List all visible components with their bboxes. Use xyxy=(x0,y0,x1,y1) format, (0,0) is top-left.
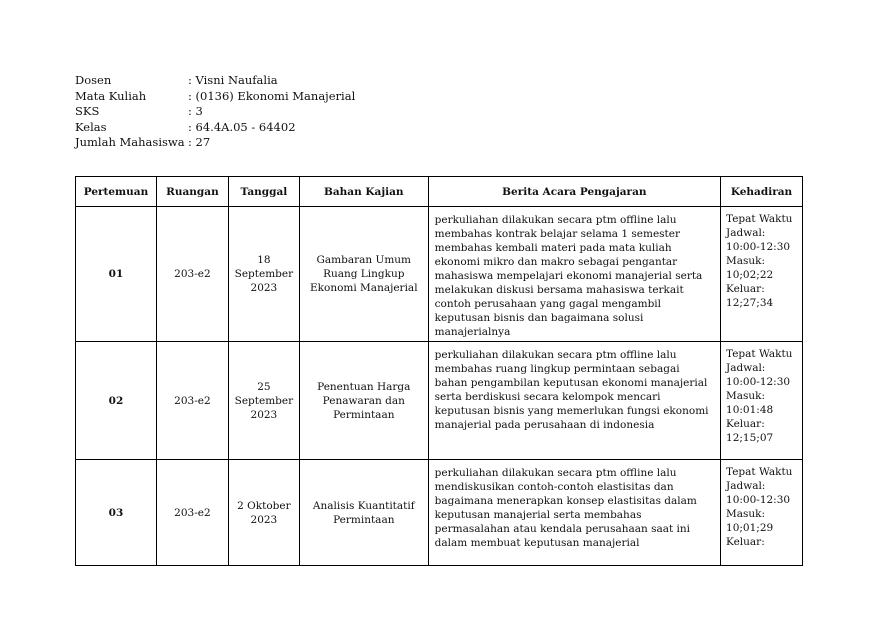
info-label: Kelas xyxy=(75,119,107,134)
kehadiran-keluar-label: Keluar: xyxy=(726,283,765,295)
cell-tanggal: 25 September 2023 xyxy=(228,342,299,460)
course-info xyxy=(75,73,355,151)
kehadiran-keluar: 12;15;07 xyxy=(726,432,774,444)
info-value: : (0136) Ekonomi Manajerial xyxy=(188,88,356,103)
table-row xyxy=(76,207,803,342)
cell-ruangan: 203-e2 xyxy=(156,342,228,460)
cell-bahan-kajian: Penentuan Harga Penawaran dan Permintaan xyxy=(299,342,428,460)
kehadiran-keluar-label: Keluar: xyxy=(726,536,765,548)
cell-berita-acara: perkuliahan dilakukan secara ptm offline lalu membahas ruang lingkup permintaan sebagai bahan pengambilan keputusan ekonomi manajerial serta berdiskusi secara kelompok mencari keputusan bisnis yang memerlukan fungsi ekonomi manajerial pada perusahaan di indonesia xyxy=(428,342,720,460)
kehadiran-masuk-label: Masuk: xyxy=(726,390,766,402)
cell-pertemuan: 01 xyxy=(76,207,157,342)
info-row-sks xyxy=(75,104,355,120)
cell-kehadiran xyxy=(721,342,803,460)
info-label: SKS xyxy=(75,104,100,118)
cell-bahan-kajian: Gambaran Umum Ruang Lingkup Ekonomi Manajerial xyxy=(299,207,428,342)
cell-kehadiran xyxy=(721,207,803,342)
teaching-record-table xyxy=(75,176,803,566)
info-value: : 3 xyxy=(188,104,203,118)
kehadiran-status: Tepat Waktu xyxy=(726,466,793,478)
kehadiran-keluar: 12;27;34 xyxy=(726,297,774,309)
cell-kehadiran xyxy=(721,460,803,566)
kehadiran-jadwal-label: Jadwal: xyxy=(726,480,766,492)
cell-tanggal: 2 Oktober 2023 xyxy=(228,460,299,566)
kehadiran-jadwal: 10:00-12:30 xyxy=(726,241,791,253)
cell-berita-acara: perkuliahan dilakukan secara ptm offline lalu membahas kontrak belajar selama 1 semester membahas kembali materi pada mata kuliah ekonomi mikro dan makro sebagai pengantar mahasiswa mempelajari ekonomi manajerial serta melakukan diskusi bersama mahasiswa terkait contoh perusahaan yang gagal mengambil keputusan bisnis dan bagaimana solusi manajerialnya xyxy=(428,207,720,342)
header-bahan-kajian: Bahan Kajian xyxy=(299,177,428,207)
info-value: : 27 xyxy=(188,135,211,149)
kehadiran-masuk: 10:01:48 xyxy=(726,404,774,416)
cell-ruangan: 203-e2 xyxy=(156,207,228,342)
info-value: : 64.4A.05 - 64402 xyxy=(188,119,296,134)
kehadiran-masuk-label: Masuk: xyxy=(726,508,766,520)
kehadiran-masuk-label: Masuk: xyxy=(726,255,766,267)
cell-pertemuan: 02 xyxy=(76,342,157,460)
info-label: Mata Kuliah xyxy=(75,88,147,103)
kehadiran-keluar-label: Keluar: xyxy=(726,418,765,430)
cell-ruangan: 203-e2 xyxy=(156,460,228,566)
info-row-dosen xyxy=(75,73,355,89)
table-row xyxy=(76,460,803,566)
kehadiran-masuk: 10;02;22 xyxy=(726,269,774,281)
cell-pertemuan: 03 xyxy=(76,460,157,566)
info-value: : Visni Naufalia xyxy=(188,73,278,87)
cell-berita-acara: perkuliahan dilakukan secara ptm offline lalu mendiskusikan contoh-contoh elastisitas dan bagaimana menerapkan konsep elastisitas dalam keputusan manajerial serta membahas permasalahan atau kendala perusahaan saat ini dalam membuat keputusan manajerial xyxy=(428,460,720,566)
kehadiran-jadwal-label: Jadwal: xyxy=(726,227,766,239)
kehadiran-status: Tepat Waktu xyxy=(726,348,793,360)
header-kehadiran: Kehadiran xyxy=(721,177,803,207)
cell-bahan-kajian: Analisis Kuantitatif Permintaan xyxy=(299,460,428,566)
header-pertemuan: Pertemuan xyxy=(76,177,157,207)
info-row-mata-kuliah xyxy=(75,89,355,105)
table-row xyxy=(76,342,803,460)
table-header-row xyxy=(76,177,803,207)
header-ruangan: Ruangan xyxy=(156,177,228,207)
kehadiran-jadwal-label: Jadwal: xyxy=(726,362,766,374)
kehadiran-jadwal: 10:00-12:30 xyxy=(726,494,791,506)
kehadiran-status: Tepat Waktu xyxy=(726,213,793,225)
header-berita-acara: Berita Acara Pengajaran xyxy=(428,177,720,207)
kehadiran-masuk: 10;01;29 xyxy=(726,522,774,534)
info-row-kelas xyxy=(75,120,355,136)
info-label: Dosen xyxy=(75,73,112,87)
kehadiran-jadwal: 10:00-12:30 xyxy=(726,376,791,388)
info-label: Jumlah Mahasiswa xyxy=(75,135,185,149)
header-tanggal: Tanggal xyxy=(228,177,299,207)
cell-tanggal: 18 September 2023 xyxy=(228,207,299,342)
info-row-jumlah-mahasiswa xyxy=(75,135,355,151)
